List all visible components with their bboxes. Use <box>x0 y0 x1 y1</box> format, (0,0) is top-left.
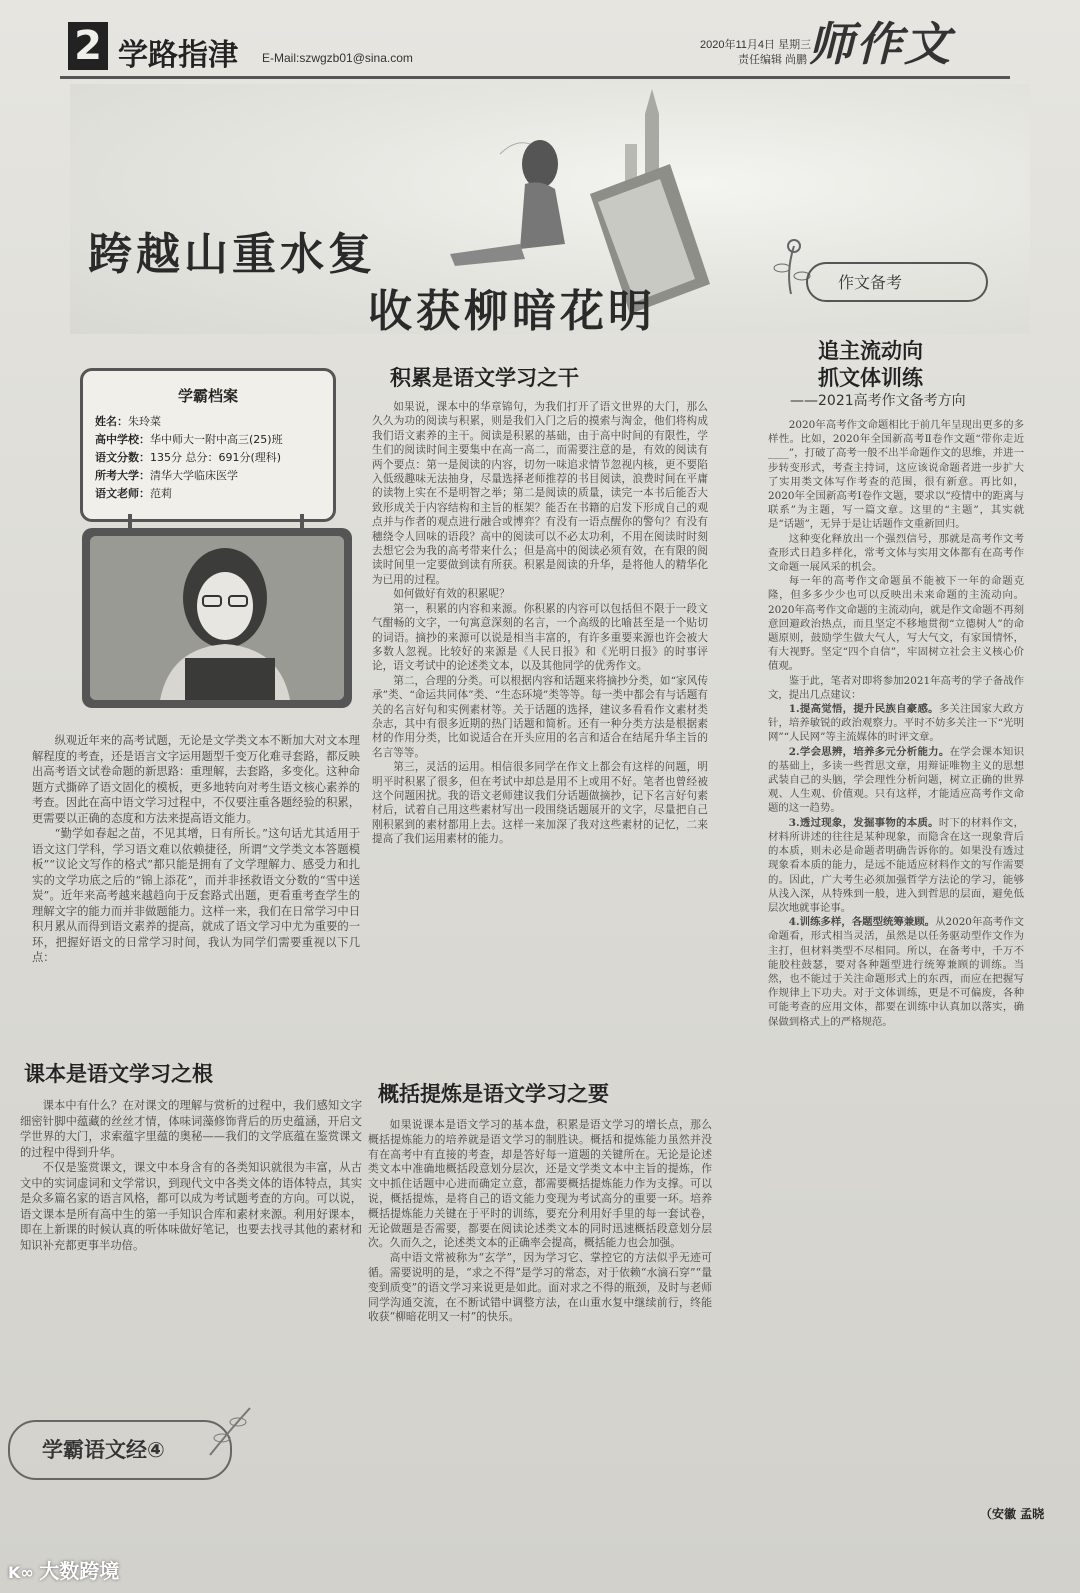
paragraph: 如何做好有效的积累呢？ <box>393 588 510 601</box>
section-label: 作文备考 <box>838 273 903 292</box>
left-column-textbook <box>20 1098 362 1253</box>
paragraph: 每一年的高考作文命题虽不能被下一年的命题克隆，但多多少少也可以反映出未来命题的主流动向。2020年高考作文命题的主流动向，就是作文命题不再刻意回避政治热点，而且坚定不移地贯彻“立德树人”的命题原则，鼓励学生做大气人，写大气文，有家国情怀，有大视野。坚定“四个自信”，牢固树立社会主义核心价值观。 <box>768 575 1024 673</box>
paragraph: 如果说，课本中的华章锦句，为我们打开了语文世界的大门，那么久久为功的阅读与积累，则是我们入门之后的摸索与淘金，他们将构成我们语文素养的主干。阅读是积累的基础，由于高中时间的有限性，学生们的阅读时间主要集中在高一高二，而需要注意的是，有效的阅读有两个要点：第一是阅读的内容，切勿一味追求情节忽视内核，更不要陷入低级趣味无法抽身，尽量选择老师推荐的书目阅读，浪费时间在平庸的读物上实在不是明智之举；第二是阅读的质量，读完一本书后能否大致形成关于内容结构和主旨的框架？能否在书籍的启发下形成自己的观点并与作者的观点进行融合或博弈？有没有一语点醒你的警句？有没有穗绕令人回味的语段？高中的阅读可以不必太功利，不用在阅读时时刻去想它会为我的高考带来什么；但是高中的阅读必须有效，在有限的阅读时间里一定要做到读有所获。积累是阅读的升华，是将他人的精华化为已用的过程。 <box>372 401 708 586</box>
student-portrait-icon <box>90 536 344 700</box>
middle-column-summarize <box>368 1118 712 1325</box>
profile-line: 姓名：朱玲菜 <box>95 415 161 428</box>
paragraph: 2020年高考作文命题相比于前几年呈现出更多的多样性。比如，2020年全国新高考Ⅱ卷作文题“带你走近____”，打破了高考一般不出半命题作文的思维，并进一步转变形式，考查主持词，这应该说命题者进一步扩大了实用类文体写作考查的范围，很有新意。再比如，2020年全国新高考Ⅰ卷作文题，要求以“疫情中的距离与联系”为主题，写一篇文章。这里的“主题”，其实就是“话题”，无异于是让话题作文重新回归。 <box>768 419 1024 531</box>
heading-accumulation: 积累是语文学习之干 <box>390 366 579 390</box>
student-photo <box>90 536 344 700</box>
paragraph: 第三，灵活的运用。相信很多同学在作文上都会有这样的问题，明明平时积累了很多，但在考试中却总是用不上或用不好。笔者也曾经被这个问题困扰。我的语文老师建议我们分话题做摘抄，记下名言好句素材后，试着自己用这些素材写出一段围绕话题展开的文字，尽量把自己刚积累到的素材都用上去。这样一来加深了我对这些素材的记忆，二来提高了我们运用素材的能力。 <box>372 761 708 846</box>
right-subtitle: ——2021高考作文备考方向 <box>790 393 966 409</box>
email: E-Mail:szwgzb01@sina.com <box>262 51 413 65</box>
middle-column-accumulation <box>372 400 708 847</box>
paragraph: “勤学如春起之苗，不见其增，日有所长。”这句话尤其适用于语文这门学科，学习语文难以依赖捷径，所谓“文学类文本答题模板”“议论文写作的格式”都只能是拥有了文学理解力、感受力和扎实的文学功底之后的“锦上添花”，而并非拯救语文分数的“雪中送炭”。近年来高考越来越趋向于反套路式出题，更看重考查学生的理解文字的能力而并非做题能力。这样一来，我们在日常学习中日积月累从而得到语文素养的提高，就成了语文学习中尤为重要的一环，把握好语文的日常学习时间，我认为同学们需要重视以下几点： <box>32 827 360 964</box>
issue-date: 2020年11月4日 星期三 <box>700 39 812 51</box>
page-number: 2 <box>68 22 108 70</box>
watermark-logo-icon: K∞ <box>8 1563 40 1582</box>
watermark: K∞ 大数跨境 <box>8 1559 120 1583</box>
section-title: 学路指津 <box>118 38 238 73</box>
profile-line: 语文分数：135分 总分：691分(理科) <box>95 451 282 464</box>
paragraph: 不仅是鉴赏课文，课文中本身含有的各类知识就很为丰富，从古文中的实词虚词和文学常识，到现代文中各类文体的语体特点，其实是众多篇名家的语言风格，都可以成为考试题考查的方向。可以说，语文课本是所有高中生的第一手知识合库和素材来源。利用好课本，即在上新课的时候认真的听体味做好笔记，也要去找寻其他的素材和知识补充都更事半功倍。 <box>20 1161 362 1252</box>
heading-textbook: 课本是语文学习之根 <box>24 1062 213 1086</box>
paragraph: 课本中有什么？在对课文的理解与赏析的过程中，我们感知文字细密针脚中蕴藏的丝丝才情，体味词藻修饰背后的历史蕴涵，开启文学世界的大门，求索蕴字里蕴的奥秘——我们的文学底蕴在鉴赏课文的过程中得到升华。 <box>20 1099 362 1159</box>
banner-title-line1: 跨越山重水复 <box>88 229 376 280</box>
profile-line: 所考大学：清华大学临床医学 <box>95 469 238 482</box>
paragraph: 如果说课本是语文学习的基本盘，积累是语文学习的增长点，那么概括提炼能力的培养就是语文学习的制胜诀。概括和提炼能力虽然并没有在高考中有直接的考查，却是答好每一道题的关键所在。无论是论述类文本中准确地概括段意划分层次，还是文学类文本中主旨的提炼，作文中抓住话题中心进而确定立意，都需要概括提炼能力作为支撑。可以说，概括提炼，是将自己的语文能力变现为考试高分的重要一环。培养概括提炼能力关键在于平时的训练，要充分利用好手里的每一套试卷，无论做题是否需要，都要在阅读论述类文本的同时迅速概括段意划分层次。久而久之，论述类文本的正确率会提高，概括能力也会加强。 <box>368 1118 712 1250</box>
masthead: 师作文 <box>808 17 952 71</box>
right-title-line2: 抓文体训练 <box>818 366 923 390</box>
leaf-ornament-icon <box>200 1400 260 1460</box>
right-column-text <box>768 418 1024 1029</box>
tip: 2.学会思辨，培养多元分析能力。在学会课本知识的基础上，多读一些哲思文章，用辩证唯物主义的思想武装自己的头脑，学会理性分析问题，树立正确的世界观、人生观、价值观。只有这样，才能适应高考作文命题的这一趋势。 <box>768 745 1024 815</box>
paragraph: 纵观近年来的高考试题，无论是文学类文本不断加大对文本理解程度的考查，还是语言文字运用题型千变万化难寻套路，都反映出高考语文试卷命题的新思路：重理解，去套路，多变化。这种命题方式撕碎了语文固化的模板，更多地转向对考生语文核心素养的考查。因此在高中语文学习过程中，不仅要注重各题经验的积累，更需要以正确的态度和方法来提高语文能力。 <box>32 734 360 825</box>
left-column-intro <box>32 733 360 966</box>
author-byline: （安徽 孟晓 <box>980 1507 1045 1521</box>
tip: 3.透过现象，发掘事物的本质。时下的材料作文，材料所讲述的往往是某种现象，而隐含在这一现象背后的本质，则未必是命题者明确告诉你的。如果没有透过现象看本质的能力，是远不能适应材料作文的写作需要的。因此，广大考生必须加强哲学方法论的学习，能够从浅入深，从特殊到一般，进入到哲思的层面，避免低层次地就事论事。 <box>768 816 1024 914</box>
tip: 1.提高觉悟，提升民族自豪感。多关注国家大政方针，培养敏锐的政治观察力。平时不妨多关注一下“光明网”“人民网”等主流媒体的时评文章。 <box>768 703 1024 744</box>
editor: 责任编辑 尚鹏 <box>738 54 808 66</box>
paragraph: 第一，积累的内容和来源。你积累的内容可以包括但不限于一段文气酣畅的文字，一句寓意深刻的名言，一个高级的比喻甚至是一个贴切的词语。摘抄的来源可以说是相当丰富的，有许多重要来源也许会被大多数人忽视。比较好的来源是《人民日报》和《光明日报》的时事评论，语文考试中的论述类文本，以及其他同学的优秀作文。 <box>372 602 708 673</box>
paragraph: 鉴于此，笔者对即将参加2021年高考的学子备战作文，提出几点建议： <box>768 674 1024 701</box>
heading-summarize: 概括提炼是语文学习之要 <box>378 1082 609 1106</box>
profile-title: 学霸档案 <box>177 387 238 405</box>
right-title-line1: 追主流动向 <box>818 339 923 363</box>
profile-card <box>80 368 336 522</box>
paragraph: 第二，合理的分类。可以根据内容和话题来将摘抄分类，如“家风传承”类、“命运共同体”类、“生态环境”类等等。每一类中都会有与话题有关的名言好句和实例素材等。关于话题的选择，建议多看看作文素材类杂志，其中有很多近期的热门话题和简析。还有一种分类方法是根据素材的作用分类，比如说适合在开头应用的名言和适合在结尾升华主旨的名言等等。 <box>372 674 708 759</box>
paragraph: 高中语文常被称为“玄学”，因为学习它、掌控它的方法似乎无迹可循。需要说明的是，“求之不得”是学习的常态，对于依赖“水滴石穿”“量变到质变”的语文学习来说更是如此。面对求之不得的瓶颈，及时与老师同学沟通交流，在不断试错中调整方法，在山重水复中继续前行，终能收获“柳暗花明又一村”的快乐。 <box>368 1251 712 1324</box>
banner-title-line2: 收获柳暗花明 <box>368 286 656 337</box>
profile-lines <box>95 413 283 503</box>
paragraph: 这种变化释放出一个强烈信号，那就是高考作文考查形式日趋多样化，常考文体与实用文体都有在高考作文命题一展风采的机会。 <box>768 532 1024 574</box>
profile-line: 高中学校：华中师大一附中高三(25)班 <box>95 433 283 446</box>
header-rule <box>60 76 1010 79</box>
profile-line: 语文老师：范莉 <box>95 487 172 500</box>
tip: 4.训练多样，各题型统筹兼顾。从2020年高考作文命题看，形式相当灵活，虽然是以任务驱动型作文作为主打，但材料类型不尽相同。所以，在备考中，千万不能胶柱鼓瑟，要对各种题型进行统筹兼顾的训练。当然，也不能过于关注命题形式上的东西，而应在把握写作规律上下功夫。对于文体训练，更是不可偏废，各种可能考查的应用文体，都要在训练中认真加以落实，确保做到格式上的严格规范。 <box>768 916 1024 1028</box>
series-label: 学霸语文经④ <box>42 1438 165 1462</box>
